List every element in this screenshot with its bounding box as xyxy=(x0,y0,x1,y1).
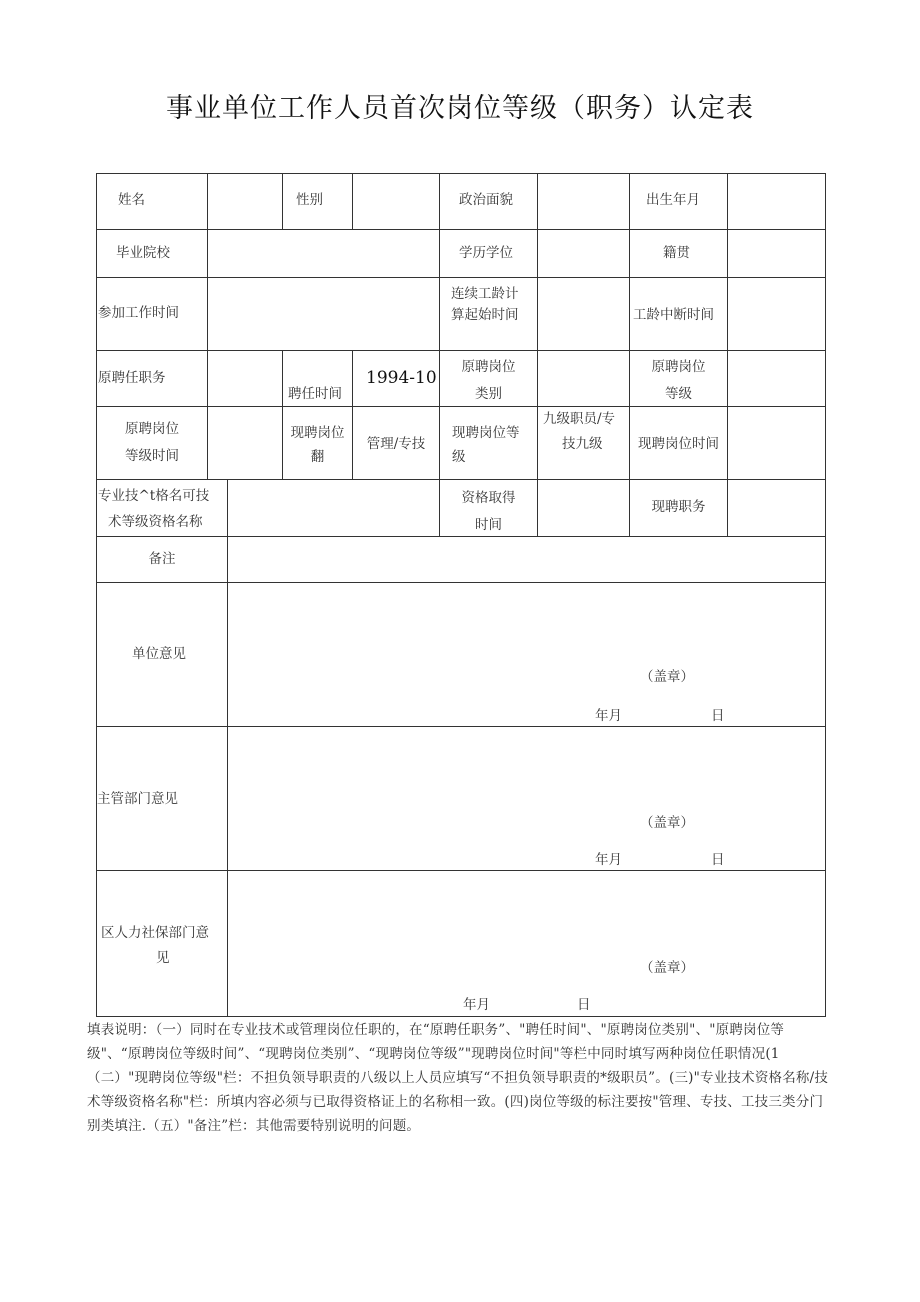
table-line xyxy=(207,277,208,350)
current-level-value-line1: 九级职员/专 xyxy=(543,411,616,427)
table-line xyxy=(207,173,208,229)
politics-label: 政治面貌 xyxy=(459,192,513,208)
original-level-time-line1: 原聘岗位 xyxy=(125,421,179,437)
degree-label: 学历学位 xyxy=(459,245,513,261)
table-line xyxy=(825,173,826,1017)
filling-instructions: 填表说明：（一）同时在专业技术或管理岗位任职的，在“原聘任职务”、"聘任时间"、"原聘岗位类别"、"原聘岗位等级"、“原聘岗位等级时间”、“现聘岗位类别”、“现聘岗位等级”"现聘岗位时间"等栏中同时填写两种岗位任职情况(1（二）"现聘岗位等级"栏：不担负领导职责的八级以上人员应填写“不担负领导职责的*级职员”。(三)"专业技术资格名称/技术等级资格名称"栏：所填内容必须与已取得资格证上的名称相一致。(四)岗位等级的标注要按"管理、专技、工技三类分门别类填注.（五）"备注”栏：其他需要特别说明的问题。 xyxy=(87,1022,829,1134)
district-hr-opinion-seal: （盖章） xyxy=(640,960,694,976)
appoint-time-label: 聘任时间 xyxy=(288,386,342,402)
unit-opinion-date-ym: 年月 xyxy=(595,708,622,724)
supervisor-opinion-seal: （盖章） xyxy=(640,815,694,831)
table-line xyxy=(537,406,538,479)
table-line xyxy=(439,229,440,277)
gender-label: 性别 xyxy=(296,192,323,208)
table-line xyxy=(629,229,630,277)
table-line xyxy=(207,350,208,406)
table-line xyxy=(207,406,208,479)
district-hr-opinion-line2: 见 xyxy=(156,950,170,966)
table-line xyxy=(727,277,728,350)
qualification-name-line2: 术等级资格名称 xyxy=(108,514,203,530)
current-level-line1: 现聘岗位等 xyxy=(452,425,520,441)
table-line xyxy=(227,536,228,1017)
birth-label: 出生年月 xyxy=(646,192,700,208)
district-hr-opinion-line1: 区人力社保部门意 xyxy=(101,925,209,941)
supervisor-opinion-label: 主管部门意见 xyxy=(97,791,178,807)
table-line xyxy=(96,1016,826,1017)
original-duty-label: 原聘任职务 xyxy=(98,370,166,386)
current-category-line1: 现聘岗位 xyxy=(290,425,345,441)
break-time-label: 工龄中断时间 xyxy=(633,307,714,323)
table-line xyxy=(439,173,440,229)
table-line xyxy=(96,229,826,230)
original-level-time-line2: 等级时间 xyxy=(125,448,179,464)
table-line xyxy=(537,277,538,350)
form-title: 事业单位工作人员首次岗位等级（职务）认定表 xyxy=(166,93,754,124)
original-level-line1: 原聘岗位 xyxy=(651,359,706,375)
table-line xyxy=(282,350,283,406)
unit-opinion-label: 单位意见 xyxy=(132,646,186,662)
table-line xyxy=(96,479,826,480)
table-line xyxy=(727,406,728,479)
name-label: 姓名 xyxy=(118,192,145,208)
table-line xyxy=(96,350,826,351)
qualification-time-line2: 时间 xyxy=(475,517,502,533)
current-level-value-line2: 技九级 xyxy=(562,436,603,452)
district-hr-opinion-date-ym: 年月 xyxy=(463,997,490,1013)
table-line xyxy=(352,173,353,229)
table-line xyxy=(207,229,208,277)
current-category-value: 管理/专技 xyxy=(366,436,426,452)
table-line xyxy=(537,173,538,229)
appoint-time-value: 1994-10 xyxy=(366,368,437,388)
qualification-name-line1: 专业技^t格名可技 xyxy=(98,488,210,504)
original-category-line1: 原聘岗位 xyxy=(461,359,516,375)
original-category-line2: 类别 xyxy=(475,386,502,402)
supervisor-opinion-date-ym: 年月 xyxy=(595,852,622,868)
remarks-label: 备注 xyxy=(148,551,176,567)
original-level-line2: 等级 xyxy=(665,386,692,402)
work-time-label: 参加工作时间 xyxy=(98,305,179,321)
district-hr-opinion-date-d: 日 xyxy=(577,997,591,1013)
qualification-time-line1: 资格取得 xyxy=(461,490,516,506)
table-line xyxy=(96,582,826,583)
table-line xyxy=(727,350,728,406)
table-line xyxy=(439,406,440,479)
table-line xyxy=(96,173,97,1017)
seniority-label-line1: 连续工龄计 xyxy=(451,286,519,302)
current-level-line2: 级 xyxy=(452,449,466,465)
table-line xyxy=(96,277,826,278)
table-line xyxy=(727,173,728,229)
table-line xyxy=(629,173,630,229)
unit-opinion-seal: （盖章） xyxy=(640,669,694,685)
table-line xyxy=(727,479,728,536)
current-category-line2: 翻 xyxy=(310,449,325,465)
unit-opinion-date-d: 日 xyxy=(711,708,725,724)
current-duty-label: 现聘职务 xyxy=(651,499,706,515)
table-line xyxy=(629,277,630,350)
table-line xyxy=(282,173,283,229)
table-line xyxy=(227,479,228,536)
table-line xyxy=(96,173,826,174)
native-place-label: 籍贯 xyxy=(663,245,690,261)
school-label: 毕业院校 xyxy=(116,245,170,261)
table-line xyxy=(537,350,538,406)
table-line xyxy=(727,229,728,277)
seniority-label-line2: 算起始时间 xyxy=(451,307,519,323)
table-line xyxy=(439,277,440,350)
table-line xyxy=(537,479,538,536)
current-post-time-label: 现聘岗位时间 xyxy=(638,436,719,452)
table-line xyxy=(352,350,353,406)
table-line xyxy=(537,229,538,277)
supervisor-opinion-date-d: 日 xyxy=(711,852,725,868)
